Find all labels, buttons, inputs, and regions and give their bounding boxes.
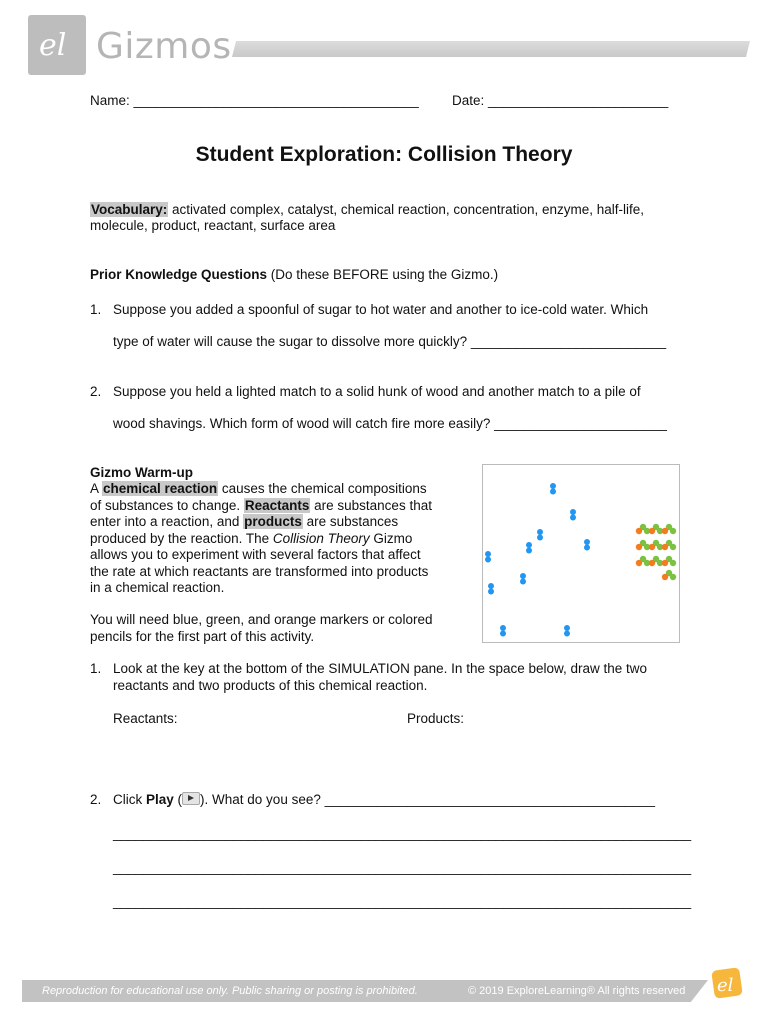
answer-line-3[interactable]: _____________________________________________________________________________ [113, 894, 692, 909]
prior-heading-note: (Do these BEFORE using the Gizmo.) [267, 267, 499, 282]
answer-line-2[interactable]: _____________________________________________________________________________ [113, 860, 692, 875]
warmup-q1-line-1: Look at the key at the bottom of the SIMULATION pane. In the space below, draw the two [113, 661, 648, 676]
reactant-molecule-atom [520, 579, 526, 585]
text-line: You will need blue, green, and orange markers or colored [90, 612, 433, 627]
reactant-molecule-atom [526, 542, 532, 548]
prior-q2-line-1: Suppose you held a lighted match to a solid hunk of wood and another match to a pile of [113, 384, 641, 399]
term-reactants: Reactants [244, 497, 310, 513]
product-molecule-atom [662, 528, 668, 534]
reactant-molecule-atom [550, 489, 556, 495]
warmup-q2-line-1 [113, 792, 655, 807]
reactant-molecule-atom [537, 529, 543, 535]
product-molecule-atom [670, 528, 676, 534]
explorelearning-footer-logo [710, 966, 744, 1000]
vocabulary-label: Vocabulary: [91, 202, 168, 217]
reactant-molecule-atom [488, 589, 494, 595]
product-molecule-atom [649, 544, 655, 550]
product-molecule-atom [649, 560, 655, 566]
vocabulary-terms-2: molecule, product, reactant, surface area [90, 218, 336, 233]
text-span: enter into a reaction, and [90, 514, 244, 529]
el-badge-icon [710, 966, 744, 1000]
warmup-q1-line-2: reactants and two products of this chemical reaction. [113, 678, 428, 693]
reactant-molecule-atom [500, 631, 506, 637]
simulation-image [482, 464, 680, 643]
reactant-molecule-atom [485, 551, 491, 557]
text-span: ( [173, 792, 183, 807]
warmup-q1-number: 1. [90, 661, 102, 676]
text-span: Click [113, 792, 146, 807]
prior-q1-number: 1. [90, 302, 102, 317]
product-molecule-atom [636, 560, 642, 566]
product-molecule-atom [670, 574, 676, 580]
product-molecule-atom [662, 544, 668, 550]
prior-knowledge-heading [90, 267, 498, 282]
reactant-molecule-atom [500, 625, 506, 631]
reactant-molecule-atom [564, 631, 570, 637]
reactant-molecule-atom [570, 509, 576, 515]
text-line: allows you to experiment with several factors that affect [90, 547, 421, 562]
date-field[interactable]: Date: ________________________ [452, 93, 669, 108]
product-molecule-atom [649, 528, 655, 534]
product-molecule-atom [670, 544, 676, 550]
molecule-simulation-svg [483, 465, 679, 642]
reactant-molecule-atom [537, 535, 543, 541]
el-logo-icon [37, 27, 77, 63]
reactants-label: Reactants: [113, 711, 178, 726]
warmup-heading: Gizmo Warm-up [90, 465, 193, 480]
product-molecule-atom [670, 560, 676, 566]
warmup-paragraph-2 [90, 612, 432, 645]
vocabulary-terms-1: activated complex, catalyst, chemical reaction, concentration, enzyme, half-life, [168, 202, 644, 217]
play-icon [182, 792, 200, 805]
text-line: in a chemical reaction. [90, 580, 225, 595]
reactant-molecule-atom [488, 583, 494, 589]
header-bar [232, 41, 750, 57]
products-label: Products: [407, 711, 465, 726]
page-title: Student Exploration: Collision Theory [195, 143, 573, 166]
vocabulary-line-1 [90, 202, 644, 217]
gizmo-name: Collision Theory [272, 530, 370, 546]
text-span: are substances [302, 514, 399, 529]
text-span: are substances that [310, 497, 432, 513]
prior-q2-line-2[interactable]: wood shavings. Which form of wood will catch fire more easily? _______________________ [113, 416, 667, 431]
play-word: Play [146, 792, 174, 807]
prior-q2-number: 2. [90, 384, 102, 399]
reactant-molecule-atom [564, 625, 570, 631]
answer-line-1[interactable]: _____________________________________________________________________________ [113, 826, 692, 841]
prior-q1-line-1: Suppose you added a spoonful of sugar to hot water and another to ice-cold water. Which [113, 302, 649, 317]
reactant-molecule-atom [485, 557, 491, 563]
term-chemical-reaction: chemical reaction [103, 481, 218, 496]
text-span: causes the chemical compositions [218, 481, 427, 496]
name-field[interactable]: Name: ______________________________________ [90, 93, 419, 108]
prior-q1-line-2[interactable]: type of water will cause the sugar to dissolve more quickly? __________________________ [113, 334, 667, 349]
warmup-q2-number: 2. [90, 792, 102, 807]
text-span: of substances to change. [90, 497, 244, 513]
prior-heading-text: Prior Knowledge Questions [90, 267, 268, 282]
text-line: pencils for the first part of this activity. [90, 628, 315, 644]
svg-text:el: el [39, 28, 67, 63]
warmup-paragraph-1 [90, 481, 460, 597]
product-molecule-atom [662, 560, 668, 566]
footer-reproduction-notice: Reproduction for educational use only. Public sharing or posting is prohibited. [42, 985, 418, 997]
product-molecule-atom [636, 544, 642, 550]
explorelearning-logo [28, 15, 86, 75]
product-molecule-atom [662, 574, 668, 580]
text-line: the rate at which reactants are transformed into products [90, 563, 429, 579]
text-span: Gizmo [369, 530, 413, 546]
reactant-molecule-atom [550, 483, 556, 489]
brand-name: Gizmos [96, 26, 232, 67]
answer-blank[interactable]: ). What do you see? ____________________________________________ [200, 792, 655, 807]
reactant-molecule-atom [520, 573, 526, 579]
reactant-molecule-atom [570, 515, 576, 521]
text-span: A [90, 481, 103, 496]
product-molecule-atom [636, 528, 642, 534]
reactant-molecule-atom [584, 545, 590, 551]
reactant-molecule-atom [526, 548, 532, 554]
reactant-molecule-atom [584, 539, 590, 545]
term-products: products [244, 514, 302, 529]
text-span: produced by the reaction. The [90, 530, 273, 546]
svg-text:el: el [717, 975, 734, 996]
footer-copyright: © 2019 ExploreLearning® All rights reserved [468, 985, 686, 997]
